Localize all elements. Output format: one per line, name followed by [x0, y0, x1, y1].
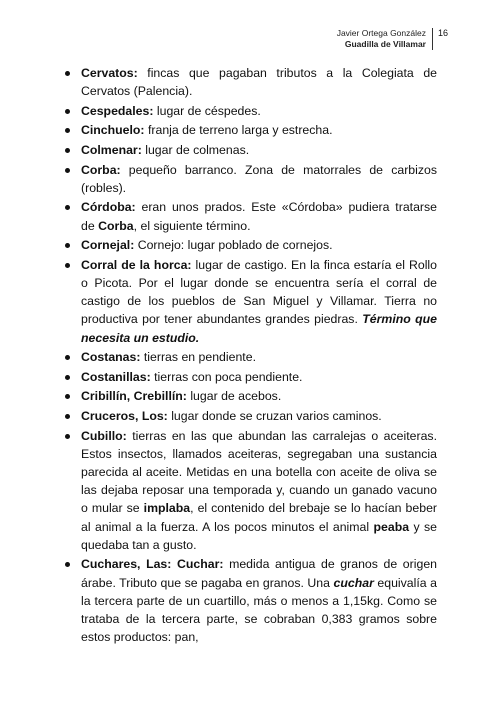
bullet-icon — [65, 263, 70, 268]
running-header — [337, 28, 448, 50]
entry-term: Cornejal: — [81, 238, 135, 253]
entry-keyword: peaba — [373, 519, 410, 534]
list-item — [81, 348, 437, 366]
bullet-icon — [65, 71, 70, 76]
entry-term: Cuchares, Las: Cuchar: — [81, 557, 224, 572]
entry-text: lugar de colmenas. — [141, 142, 250, 157]
list-item — [81, 427, 437, 554]
entry-text: pequeño barranco. Zona de matorrales de carbizos (robles). — [81, 162, 437, 195]
entry-text: eran unos prados. Este «Córdoba» pudiera tratarse de — [81, 200, 437, 233]
entry-reference: Corba — [98, 218, 134, 233]
entry-term: Cribillín, Crebillín: — [81, 389, 187, 404]
entry-term: Córdoba: — [81, 200, 136, 215]
header-book-title: Guadilla de Villamar — [344, 39, 426, 49]
entry-term: Corba: — [81, 162, 121, 177]
entry-term: Cruceros, Los: — [81, 408, 168, 423]
bullet-icon — [65, 434, 70, 439]
bullet-icon — [65, 205, 70, 210]
list-item — [81, 256, 437, 347]
entry-text: lugar donde se cruzan varios caminos. — [167, 408, 382, 423]
list-item — [81, 387, 437, 405]
entry-term: Colmenar: — [81, 142, 142, 157]
page-number: 16 — [437, 28, 448, 38]
entry-text: lugar de céspedes. — [153, 103, 261, 118]
entry-text: fincas que pagaban tributos a la Colegiata de Cervatos (Palencia). — [81, 66, 437, 99]
bullet-icon — [65, 243, 70, 248]
entry-text: franja de terreno larga y estrecha. — [144, 123, 333, 138]
list-item — [81, 141, 437, 159]
entry-text: tierras en las que abundan las carralejas o aceiteras. Estos insectos, llamados aceiteras, segregaban una sustancia parecida al aceite. Metidas en una botella con aceite de oliva se las dejaba reposar una temporada y, cuando un ganado vacuno o mular se — [81, 428, 437, 516]
entry-term: Cespedales: — [81, 103, 154, 118]
bullet-icon — [65, 109, 70, 114]
entry-term: Cervatos: — [81, 66, 138, 80]
list-item — [81, 102, 437, 120]
entry-text: medida antigua de granos de origen árabe. Tributo que se pagaba en granos. Una — [81, 557, 437, 590]
entry-text: tierras en pendiente. — [140, 350, 256, 365]
list-item — [81, 236, 437, 254]
entry-term: Costanas: — [81, 350, 141, 365]
entry-text: tierras con poca pendiente. — [150, 369, 303, 384]
bullet-icon — [65, 394, 70, 399]
glossary-list — [81, 64, 437, 648]
entry-text: lugar de castigo. En la finca estaría el Rollo o Picota. Por el lugar donde se encuentra sería el corral de castigo de los pueblos de San Miguel y Villamar. Tierra no productiva por tener abundantes grandes piedras. — [81, 257, 438, 327]
entry-term: Cinchuelo: — [81, 123, 145, 138]
bullet-icon — [65, 128, 70, 133]
entry-keyword: cuchar — [333, 575, 374, 590]
entry-term: Corral de la horca: — [81, 257, 192, 272]
entry-text: , el siguiente término. — [133, 218, 251, 233]
bullet-icon — [65, 414, 70, 419]
bullet-icon — [65, 375, 70, 380]
list-item — [81, 121, 437, 139]
bullet-icon — [65, 148, 70, 153]
bullet-icon — [65, 168, 70, 173]
list-item — [81, 407, 437, 425]
list-item — [81, 64, 437, 100]
list-item — [81, 161, 437, 197]
entry-term: Cubillo: — [81, 428, 127, 443]
entry-text: y se quedaba tan a gusto. — [81, 519, 437, 552]
entry-text: , el contenido del brebaje se lo hacían beber al animal a la fuerza. A los pocos minutos el animal — [81, 501, 437, 534]
entry-text: lugar de acebos. — [186, 389, 282, 404]
list-item — [81, 368, 437, 386]
header-text-block — [337, 28, 432, 50]
study-note: Término que necesita un estudio. — [81, 312, 437, 345]
list-item — [81, 198, 437, 234]
entry-text: Cornejo: lugar poblado de cornejos. — [134, 238, 333, 253]
header-author: Javier Ortega González — [336, 28, 426, 38]
entry-text: equivalía a la tercera parte de un cuartillo, más o menos a 1,15kg. Como se trataba de la tercera parte, se cobraban 0,383 gramos sobre estos productos: pan, — [81, 575, 437, 645]
list-item — [81, 555, 437, 646]
bullet-icon — [65, 562, 70, 567]
entry-term: Costanillas: — [81, 369, 151, 384]
bullet-icon — [65, 355, 70, 360]
entry-keyword: implaba — [143, 501, 191, 516]
